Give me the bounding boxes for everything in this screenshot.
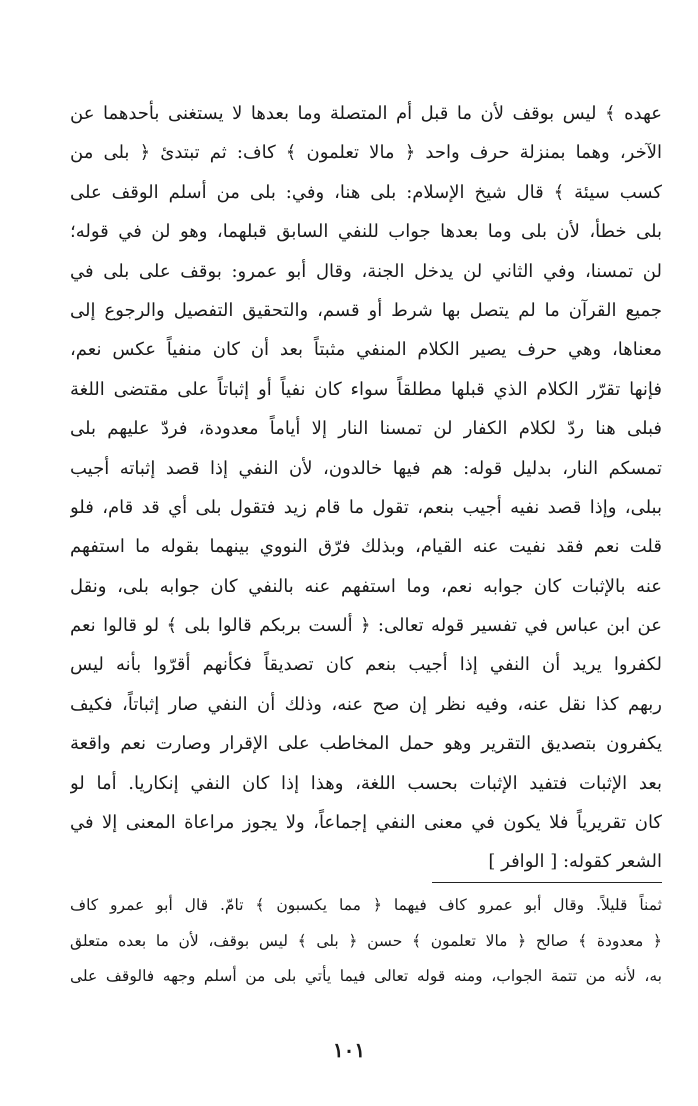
text-line: ربهم كذا نقل عنه، وفيه نظر إن صح عنه، وذلك أن النفي صار إثباتاً، فكيف bbox=[70, 693, 662, 715]
text-line: فإنها تقرّر الكلام الذي قبلها مطلقاً سواء كان نفياً أو إثباتاً على مقتضى اللغة bbox=[70, 378, 662, 400]
footnotes bbox=[70, 888, 662, 995]
text-line: الآخر، وهما بمنزلة حرف واحد ﴿ مالا تعلمون ﴾ كاف: ثم تبتدئ ﴿ بلى من bbox=[70, 142, 662, 164]
text-line: الشعر كقوله: [ الوافر ] bbox=[488, 851, 662, 873]
text-line: عنه بالإثبات كان جوابه نعم، وما استفهم عنه بالنفي كان جوابه بلى، ونقل bbox=[70, 575, 662, 597]
text-line: عهده ﴾ ليس بوقف لأن ما قبل أم المتصلة وما بعدها لا يستغنى بأحدهما عن bbox=[70, 103, 662, 124]
footnote-line: ثمناً قليلاً. وقال أبو عمرو كاف فيهما ﴿ مما يكسبون ﴾ تامّ. قال أبو عمرو كاف bbox=[70, 896, 662, 914]
text-line: فبلى هنا ردّ لكلام الكفار لن تمسنا النار إلا أياماً معدودة، فردّ عليهم بلى bbox=[70, 418, 662, 440]
text-line: تمسكم النار، بدليل قوله: هم فيها خالدون، لأن النفي إذا قصد إثباته أجيب bbox=[70, 457, 662, 479]
text-line: ببلى، وإذا قصد نفيه أجيب بنعم، تقول ما قام زيد فتقول بلى أي قد قام، فلو bbox=[70, 496, 662, 518]
text-line: يكفرون بتصديق التقرير وهو حمل المخاطب على الإقرار وصارت نعم واقعة bbox=[70, 733, 662, 755]
footnote-line: به، لأنه من تتمة الجواب، ومنه قوله تعالى فيما يأتي بلى من أسلم وجهه فالوقف على bbox=[70, 967, 662, 985]
main-text bbox=[70, 94, 662, 882]
text-line: بلى خطأ، لأن بلى وما بعدها جواب للنفي السابق قبلهما، وهو لن في قوله؛ bbox=[70, 221, 662, 243]
footnote-separator bbox=[432, 882, 662, 883]
text-line: عن ابن عباس في تفسير قوله تعالى: ﴿ ألست بربكم قالوا بلى ﴾ لو قالوا نعم bbox=[70, 615, 662, 637]
page-number: ١٠١ bbox=[332, 1038, 366, 1062]
text-line: قلت نعم فقد نفيت عنه القيام، وبذلك فرّق النووي بينهما بقوله ما استفهم bbox=[70, 536, 662, 558]
text-line: كسب سيئة ﴾ قال شيخ الإسلام: بلى هنا، وفي: بلى من أسلم الوقف على bbox=[70, 181, 662, 203]
text-line: لكفروا يريد أن النفي إذا أجيب بنعم كان تصديقاً فكأنهم أقرّوا بأنه ليس bbox=[70, 654, 662, 676]
text-line: لن تمسنا، وفي الثاني لن يدخل الجنة، وقال أبو عمرو: بوقف على بلى في bbox=[70, 260, 662, 282]
text-line: بعد الإثبات فتفيد الإثبات بحسب اللغة، وهذا إذا كان النفي إنكاريا. أما لو bbox=[70, 772, 662, 794]
footnote-line: ﴿ معدودة ﴾ صالح ﴿ مالا تعلمون ﴾ حسن ﴿ بلى ﴾ ليس بوقف، لأن ما بعده متعلق bbox=[70, 931, 662, 950]
text-line: كان تقريرياً فلا يكون في معنى النفي إجماعاً، ولا يجوز مراعاة المعنى إلا في bbox=[70, 812, 662, 834]
text-line: جميع القرآن ما لم يتصل بها شرط أو قسم، والتحقيق التفصيل والرجوع إلى bbox=[70, 299, 662, 321]
text-line: معناها، وهي حرف يصير الكلام المنفي مثبتاً بعد أن كان منفياً عكس نعم، bbox=[70, 339, 662, 361]
